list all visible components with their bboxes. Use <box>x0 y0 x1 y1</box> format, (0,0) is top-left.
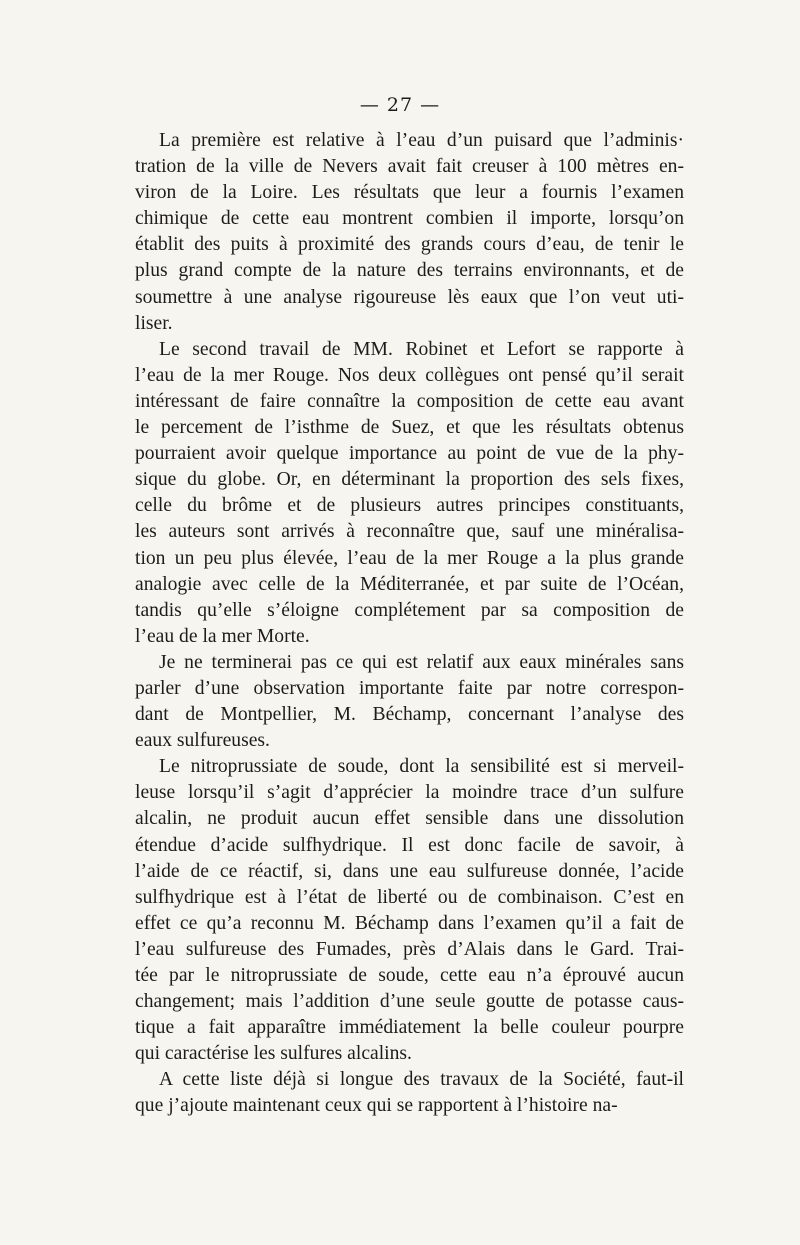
text-line-content: soumettre à une analyse rigoureuse lès eaux que l’on veut uti- <box>135 286 684 308</box>
text-line-content: l’eau de la mer Rouge. Nos deux collègues ont pensé qu’il serait <box>135 364 684 386</box>
text-line-content: tion un peu plus élevée, l’eau de la mer Rouge a la plus grande <box>135 547 684 569</box>
text-line <box>135 911 684 937</box>
text-line <box>135 232 684 258</box>
text-line-content: eaux sulfureuses. <box>135 730 270 752</box>
text-line <box>135 1067 684 1093</box>
text-line <box>135 859 684 885</box>
text-line-content: chimique de cette eau montrent combien il importe, lorsqu’on <box>135 208 684 230</box>
text-line <box>135 337 684 363</box>
text-line-content: l’eau de la mer Morte. <box>135 625 310 647</box>
text-line <box>135 676 684 702</box>
text-line-content: sulfhydrique est à l’état de liberté ou de combinaison. C’est en <box>135 886 684 908</box>
text-line <box>135 285 684 311</box>
text-line-content: sique du globe. Or, en déterminant la proportion des sels fixes, <box>135 469 684 491</box>
text-line-content: viron de la Loire. Les résultats que leur a fournis l’examen <box>135 182 684 204</box>
text-line-content: intéressant de faire connaître la composition de cette eau avant <box>135 390 684 412</box>
text-line-content: parler d’une observation importante faite par notre correspon- <box>135 677 684 699</box>
text-line-content: le percement de l’isthme de Suez, et que les résultats obtenus <box>135 417 684 439</box>
text-line <box>135 258 684 284</box>
text-line <box>135 389 684 415</box>
text-line-content: tandis qu’elle s’éloigne complétement par sa composition de <box>135 599 684 621</box>
text-line <box>135 989 684 1015</box>
text-line-content: étendue d’acide sulfhydrique. Il est donc facile de savoir, à <box>135 834 684 856</box>
text-line <box>135 754 684 780</box>
text-line <box>135 624 684 650</box>
text-line-content: que j’ajoute maintenant ceux qui se rapportent à l’histoire na- <box>135 1095 618 1117</box>
text-line-content: A cette liste déjà si longue des travaux de la Société, faut-il <box>159 1069 684 1091</box>
text-line-content: Le second travail de MM. Robinet et Lefort se rapporte à <box>159 338 684 360</box>
text-line-content: leuse lorsqu’il s’agit d’apprécier la moindre trace d’un sulfure <box>135 782 684 804</box>
text-line <box>135 963 684 989</box>
text-line <box>135 650 684 676</box>
text-line-content: celle du brôme et de plusieurs autres principes constituants, <box>135 495 684 517</box>
text-line <box>135 885 684 911</box>
text-line <box>135 702 684 728</box>
text-line <box>135 806 684 832</box>
text-line <box>135 1041 684 1067</box>
text-line <box>135 363 684 389</box>
text-line-content: pourraient avoir quelque importance au point de vue de la phy- <box>135 443 684 465</box>
text-line-content: alcalin, ne produit aucun effet sensible dans une dissolution <box>135 808 684 830</box>
page-number: — 27 — <box>359 94 441 116</box>
text-line-content: analogie avec celle de la Méditerranée, et par suite de l’Océan, <box>135 573 684 595</box>
text-line-content: La première est relative à l’eau d’un puisard que l’adminis· <box>159 130 684 151</box>
text-line-content: l’eau sulfureuse des Fumades, près d’Alais dans le Gard. Trai- <box>135 938 684 960</box>
text-line <box>135 1015 684 1041</box>
text-line <box>135 206 684 232</box>
text-line <box>135 441 684 467</box>
text-line <box>135 780 684 806</box>
text-line <box>135 833 684 859</box>
text-line <box>135 180 684 206</box>
text-line-content: plus grand compte de la nature des terrains environnants, et de <box>135 260 684 282</box>
text-line <box>135 128 684 154</box>
text-line-content: changement; mais l’addition d’une seule goutte de potasse caus- <box>135 991 684 1013</box>
text-line <box>135 728 684 754</box>
body-text <box>135 128 684 1120</box>
text-line <box>135 546 684 572</box>
text-line-content: tration de la ville de Nevers avait fait creuser à 100 mètres en- <box>135 156 684 178</box>
text-line <box>135 467 684 493</box>
text-line-content: liser. <box>135 312 173 334</box>
text-line-content: Le nitroprussiate de soude, dont la sensibilité est si merveil- <box>159 756 684 778</box>
text-line-content: Je ne terminerai pas ce qui est relatif aux eaux minérales sans <box>159 651 684 673</box>
text-line <box>135 519 684 545</box>
text-line-content: dant de Montpellier, M. Béchamp, concernant l’analyse des <box>135 704 684 726</box>
text-line-content: qui caractérise les sulfures alcalins. <box>135 1043 412 1065</box>
text-line-content: tique a fait apparaître immédiatement la belle couleur pourpre <box>135 1017 684 1039</box>
text-line <box>135 493 684 519</box>
text-line-content: établit des puits à proximité des grands cours d’eau, de tenir le <box>135 234 684 256</box>
text-line <box>135 415 684 441</box>
text-line <box>135 937 684 963</box>
text-line <box>135 572 684 598</box>
text-line <box>135 311 684 337</box>
text-line-content: les auteurs sont arrivés à reconnaître que, sauf une minéralisa- <box>135 521 684 543</box>
text-line <box>135 598 684 624</box>
text-line-content: tée par le nitroprussiate de soude, cette eau n’a éprouvé aucun <box>135 965 684 986</box>
text-line <box>135 154 684 180</box>
text-line <box>135 1093 684 1119</box>
text-line-content: l’aide de ce réactif, si, dans une eau sulfureuse donnée, l’acide <box>135 860 684 882</box>
text-line-content: effet ce qu’a reconnu M. Béchamp dans l’examen qu’il a fait de <box>135 912 684 934</box>
